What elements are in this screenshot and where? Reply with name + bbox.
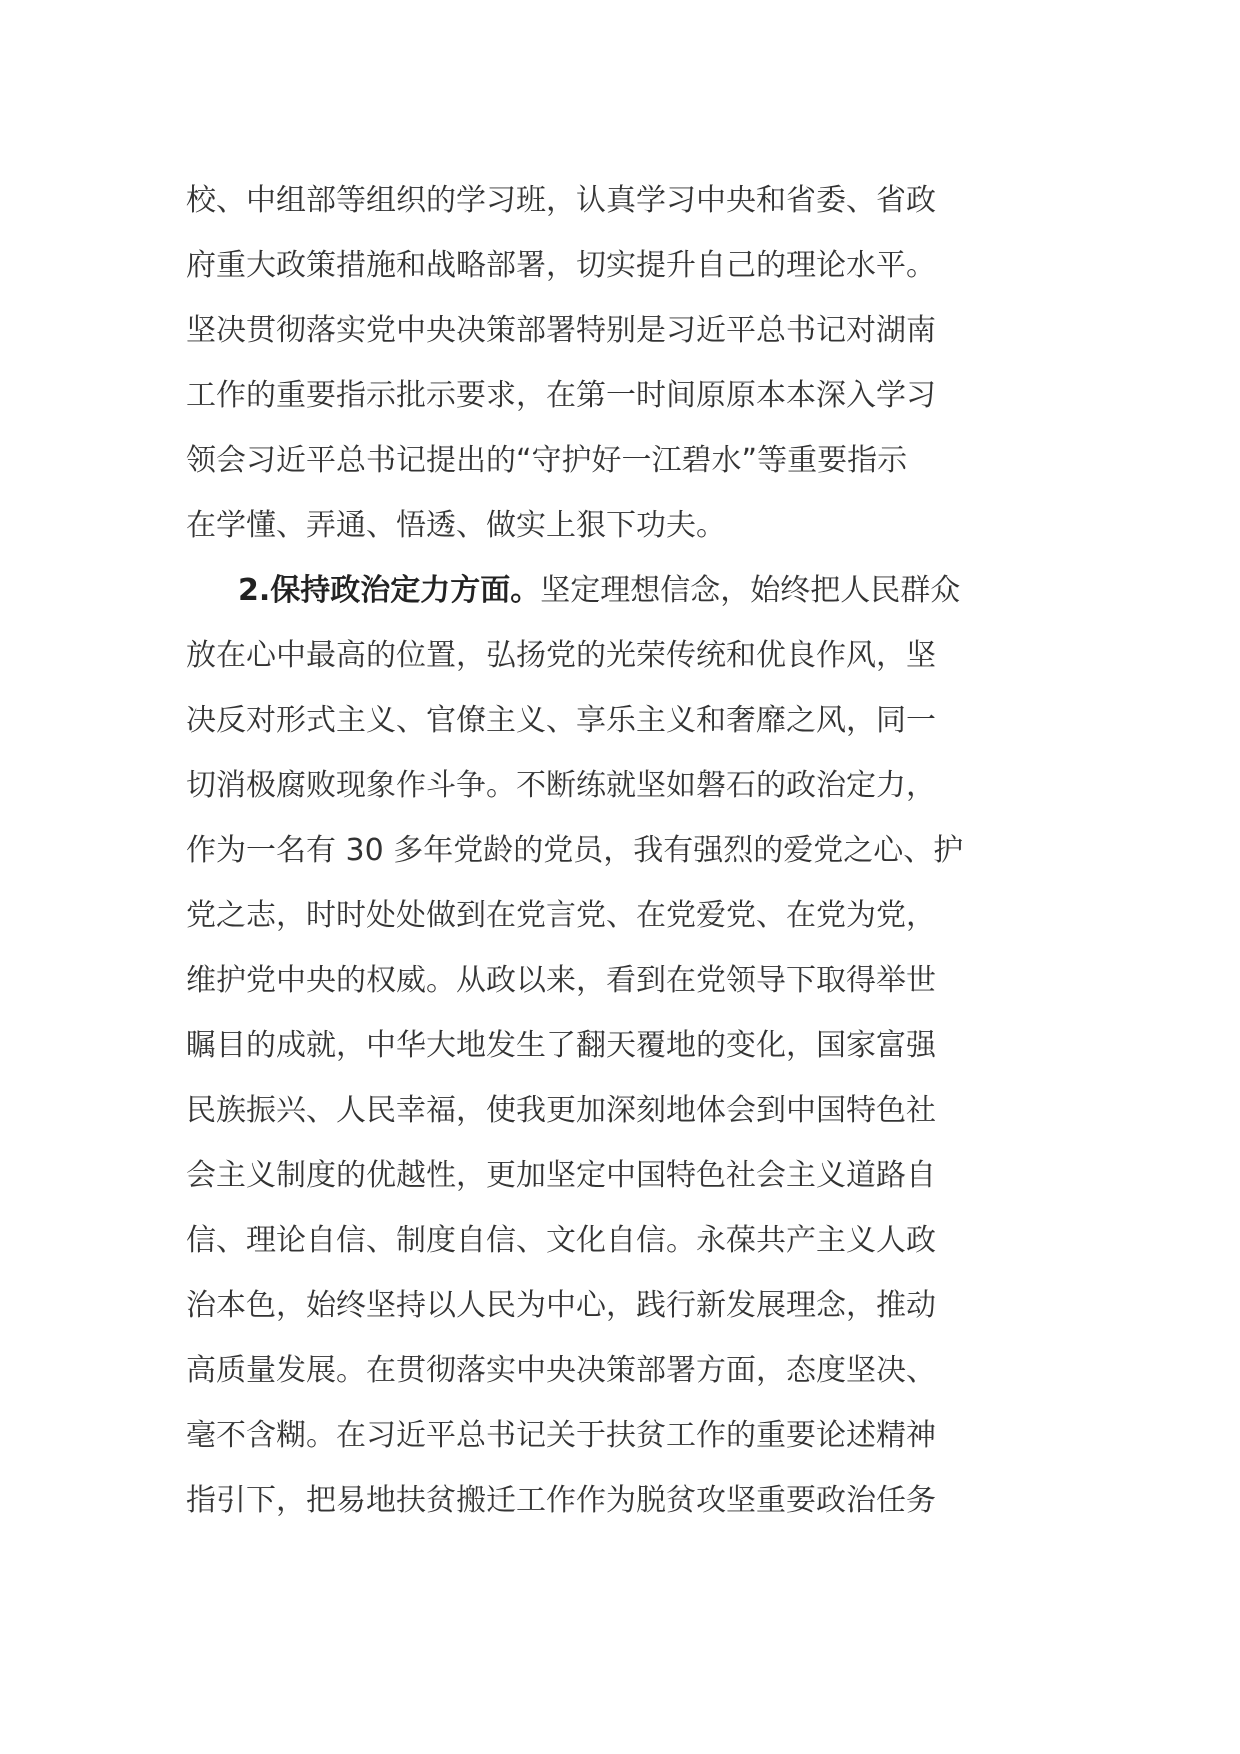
paragraph-line: 党之志，时时处处做到在党言党、在党爱党、在党为党， — [186, 898, 936, 933]
paragraph-line: 作为一名有 30 多年党龄的党员，我有强烈的爱党之心、护 — [186, 833, 964, 868]
paragraph-line: 决反对形式主义、官僚主义、享乐主义和奢靡之风，同一 — [186, 703, 936, 738]
paragraph-line: 校、中组部等组织的学习班，认真学习中央和省委、省政 — [186, 183, 936, 218]
paragraph-line: 工作的重要指示批示要求，在第一时间原原本本深入学习 — [186, 378, 936, 413]
paragraph-line: 府重大政策措施和战略部署，切实提升自己的理论水平。 — [186, 248, 936, 283]
paragraph-line: 放在心中最高的位置，弘扬党的光荣传统和优良作风，坚 — [186, 638, 936, 673]
paragraph-line: 治本色，始终坚持以人民为中心，践行新发展理念，推动 — [186, 1288, 936, 1323]
paragraph-line: 领会习近平总书记提出的“守护好一江碧水”等重要指示 — [186, 443, 908, 478]
paragraph-line: 民族振兴、人民幸福，使我更加深刻地体会到中国特色社 — [186, 1093, 936, 1128]
paragraph-line: 坚决贯彻落实党中央决策部署特别是习近平总书记对湖南 — [186, 313, 936, 348]
document-body — [186, 168, 1048, 1533]
paragraph-line: 瞩目的成就，中华大地发生了翻天覆地的变化，国家富强 — [186, 1028, 936, 1063]
section-2-heading: 2.保持政治定力方面。 — [238, 573, 541, 608]
paragraph-line: 切消极腐败现象作斗争。不断练就坚如磐石的政治定力， — [186, 768, 936, 803]
paragraph-line: 毫不含糊。在习近平总书记关于扶贫工作的重要论述精神 — [186, 1418, 936, 1453]
section-2-first-line-text: 坚定理想信念，始终把人民群众 — [540, 573, 961, 608]
paragraph-line: 在学懂、弄通、悟透、做实上狠下功夫。 — [186, 508, 726, 543]
paragraph-line: 指引下，把易地扶贫搬迁工作作为脱贫攻坚重要政治任务 — [186, 1483, 936, 1518]
paragraph-line: 高质量发展。在贯彻落实中央决策部署方面，态度坚决、 — [186, 1353, 936, 1388]
paragraph-line: 维护党中央的权威。从政以来，看到在党领导下取得举世 — [186, 963, 936, 998]
paragraph-line: 会主义制度的优越性，更加坚定中国特色社会主义道路自 — [186, 1158, 936, 1193]
section-2-first-line — [186, 558, 1048, 623]
paragraph-line: 信、理论自信、制度自信、文化自信。永葆共产主义人政 — [186, 1223, 936, 1258]
